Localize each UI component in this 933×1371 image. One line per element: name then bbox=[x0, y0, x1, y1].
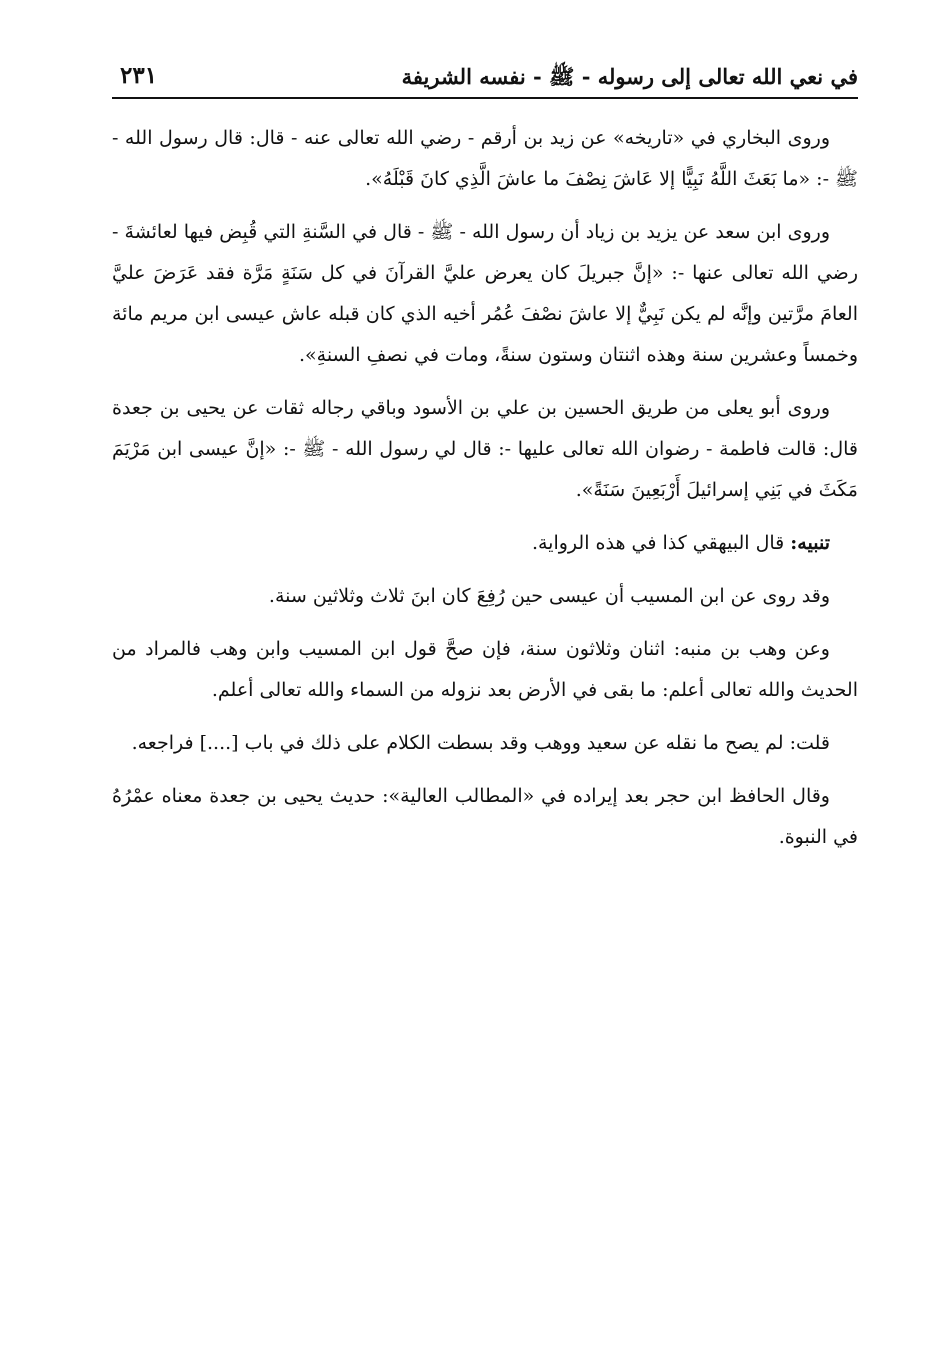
page-header bbox=[112, 60, 858, 98]
paragraph-author-remark: قلت: لم يصح ما نقله عن سعيد ووهب وقد بسطت الكلام على ذلك في باب [....] فراجعه. bbox=[131, 732, 830, 754]
page-number: ٢٣١ bbox=[120, 62, 158, 89]
note-text: قال البيهقي كذا في هذه الرواية. bbox=[531, 532, 791, 554]
paragraph-bukhari: وروى البخاري في «تاريخه» عن زيد بن أرقم - رضي الله تعالى عنه - قال: قال رسول الله - ﷺ -: «ما بَعَثَ اللَّهُ نَبِيًّا إلا عَاشَ نِصْفَ ما عاشَ الَّذِي كانَ قَبْلَهُ». bbox=[112, 127, 858, 190]
paragraph-abu-yala: وروى أبو يعلى من طريق الحسين بن علي بن الأسود وباقي رجاله ثقات عن يحيى بن جعدة قال: قالت فاطمة - رضوان الله تعالى عليها -: قال لي رسول الله - ﷺ -: «إنَّ عيسى ابن مَرْيَمَ مَكَثَ في بَنِي إسرائيلَ أَرْبَعِينَ سَنَةً». bbox=[112, 397, 858, 501]
paragraph-wahb: وعن وهب بن منبه: اثنان وثلاثون سنة، فإن صحَّ قول ابن المسيب وابن وهب فالمراد من الحديث والله تعالى أعلم: ما بقى في الأرض بعد نزوله من السماء والله تعالى أعلم. bbox=[112, 638, 858, 701]
running-head: في نعي الله تعالى إلى رسوله - ﷺ - نفسه الشريفة bbox=[401, 64, 858, 89]
paragraph-ibn-musayyib: وقد روى عن ابن المسيب أن عيسى حين رُفِعَ كان ابنَ ثلاث وثلاثين سنة. bbox=[268, 585, 830, 607]
paragraph-ibn-saad: وروى ابن سعد عن يزيد بن زياد أن رسول الله - ﷺ - قال في السَّنةِ التي قُبِض فيها لعائشةَ - رضي الله تعالى عنها -: «إنَّ جبريلَ كان يعرض عليَّ القرآنَ في كل سَنَةٍ مَرَّة فقد عَرَضَ عليَّ العامَ مرَّتين وإنَّه لم يكن نَبِيٌّ إلا عاشَ نصْفَ عُمُر أخيه الذي كان قبله عاش عيسى ابن مريم مائة وخمساً وعشرين سنة وهذه اثنتان وستون سنةً، ومات في نصفِ السنةِ». bbox=[112, 221, 858, 366]
header-rule bbox=[112, 97, 858, 99]
paragraph-ibn-hajar: وقال الحافظ ابن حجر بعد إيراده في «المطالب العالية»: حديث يحيى بن جعدة معناه عمْرُهُ في النبوة. bbox=[112, 785, 858, 848]
body-text bbox=[112, 118, 858, 870]
paragraph-note bbox=[112, 523, 858, 564]
note-label: تنبيه: bbox=[790, 532, 830, 554]
